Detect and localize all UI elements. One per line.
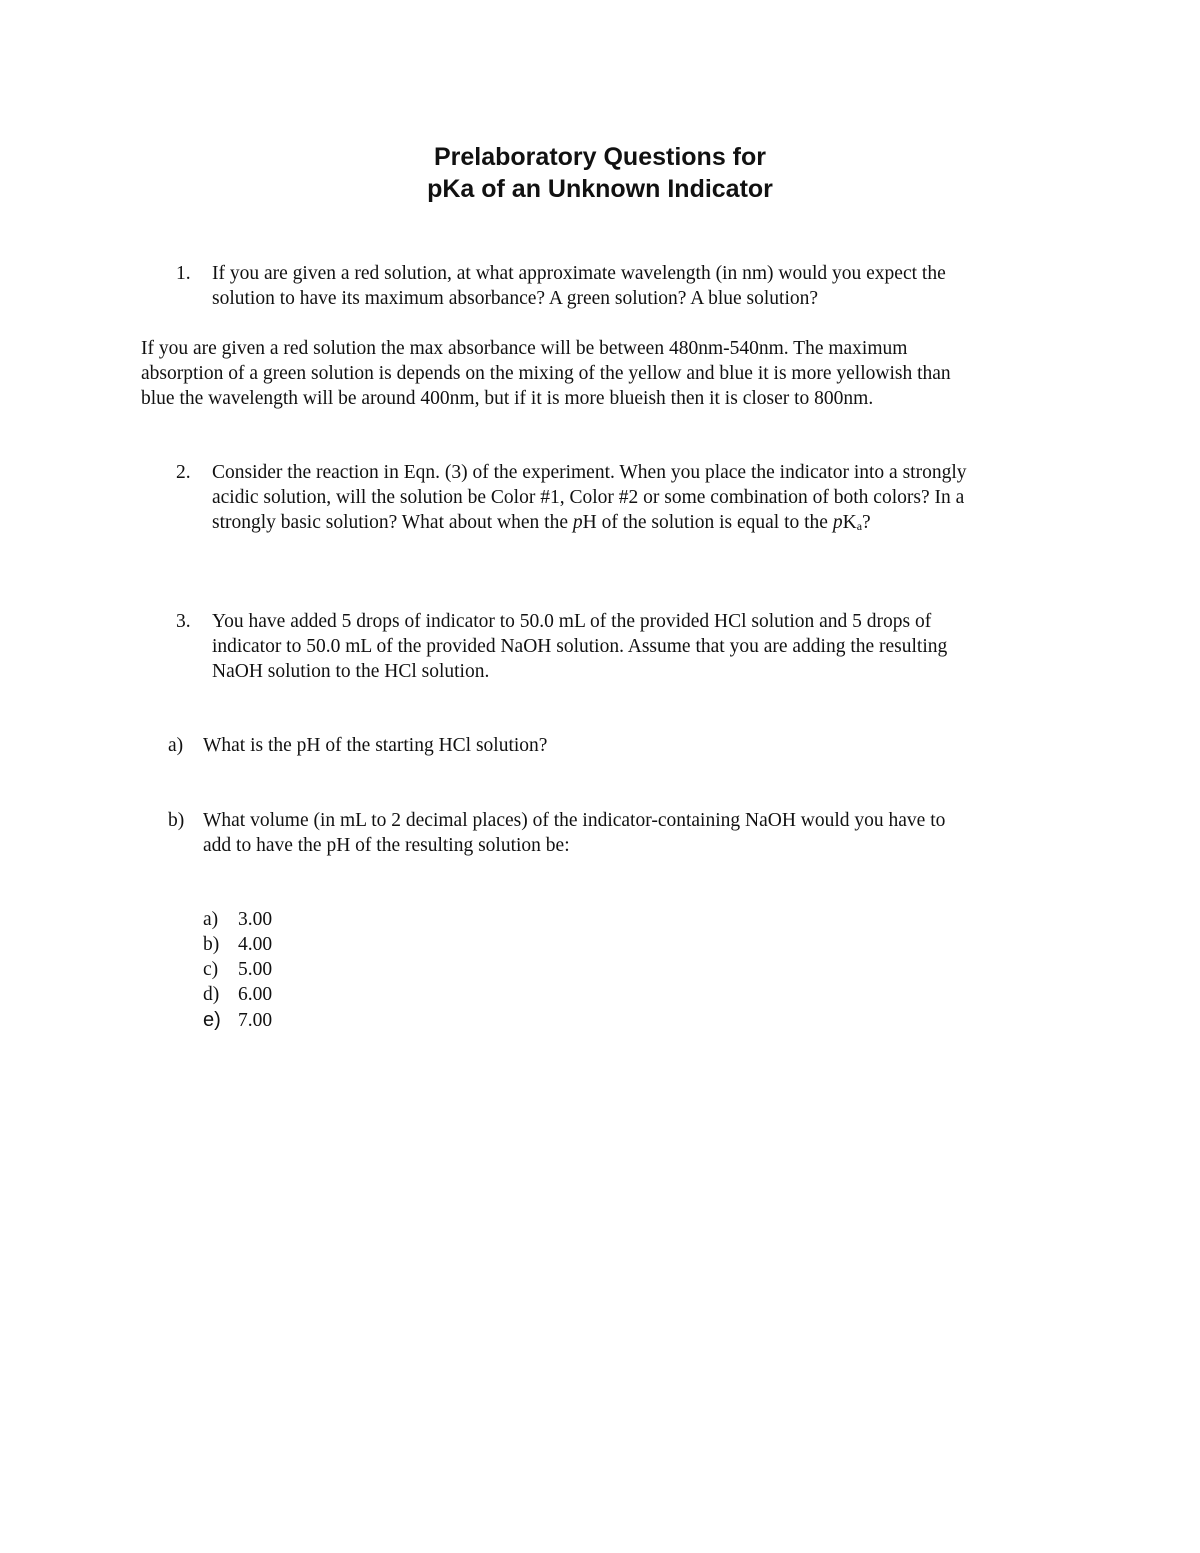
ph-item-label: a) [203,909,219,930]
ph-item-label: d) [203,984,220,1005]
ph-item-value: 7.00 [238,1010,273,1031]
answer-1-line-1: If you are given a red solution the max absorbance will be between 480nm-540nm. The maximum [141,338,908,359]
part-b-line-1: What volume (in mL to 2 decimal places) of the indicator-containing NaOH would you have to [203,810,946,831]
ph-item-value: 6.00 [238,984,273,1005]
question-1-line-2: solution to have its maximum absorbance? A green solution? A blue solution? [212,288,819,309]
question-3-line-1: You have added 5 drops of indicator to 50.0 mL of the provided HCl solution and 5 drops of [212,611,932,632]
question-2-line-1: Consider the reaction in Eqn. (3) of the experiment. When you place the indicator into a strongly [212,462,967,483]
question-3-line-3: NaOH solution to the HCl solution. [212,661,490,682]
part-b-label: b) [168,810,185,831]
ph-italic-p: p [572,512,583,533]
question-1-line-1: If you are given a red solution, at what approximate wavelength (in nm) would you expect the [212,263,946,284]
ph-item-label: b) [203,934,220,955]
ph-item-value: 3.00 [238,909,273,930]
question-2-line-3 [212,510,871,539]
question-2-line-3-middle: H of the solution is equal to the [582,512,833,533]
title-line-1: Prelaboratory Questions for [433,143,767,171]
part-a-label: a) [168,735,184,756]
ph-item-label: e) [203,1009,221,1031]
question-1-number: 1. [176,263,191,284]
question-2-line-2: acidic solution, will the solution be Color #1, Color #2 or some combination of both colors? In a [212,487,965,508]
ph-item-label: c) [203,959,219,980]
ph-item-value: 4.00 [238,934,273,955]
question-2-line-3-start: strongly basic solution? What about when the [212,512,573,533]
ph-item-value: 5.00 [238,959,273,980]
question-2-number: 2. [176,462,191,483]
answer-1-line-3: blue the wavelength will be around 400nm, but if it is more blueish then it is closer to 800nm. [141,388,874,409]
title-line-2: pKa of an Unknown Indicator [427,175,773,203]
answer-1-line-2: absorption of a green solution is depends on the mixing of the yellow and blue it is more yellowish than [141,363,951,384]
part-a-text: What is the pH of the starting HCl solution? [203,735,548,756]
question-2-line-3-end: ? [862,512,871,533]
pka-italic-p: p [832,512,843,533]
part-b-line-2: add to have the pH of the resulting solution be: [203,835,570,856]
pka-subscript-a: a [856,519,863,533]
pka-k: K [842,512,857,533]
question-3-line-2: indicator to 50.0 mL of the provided NaOH solution. Assume that you are adding the resulting [212,636,948,657]
question-3-number: 3. [176,611,191,632]
